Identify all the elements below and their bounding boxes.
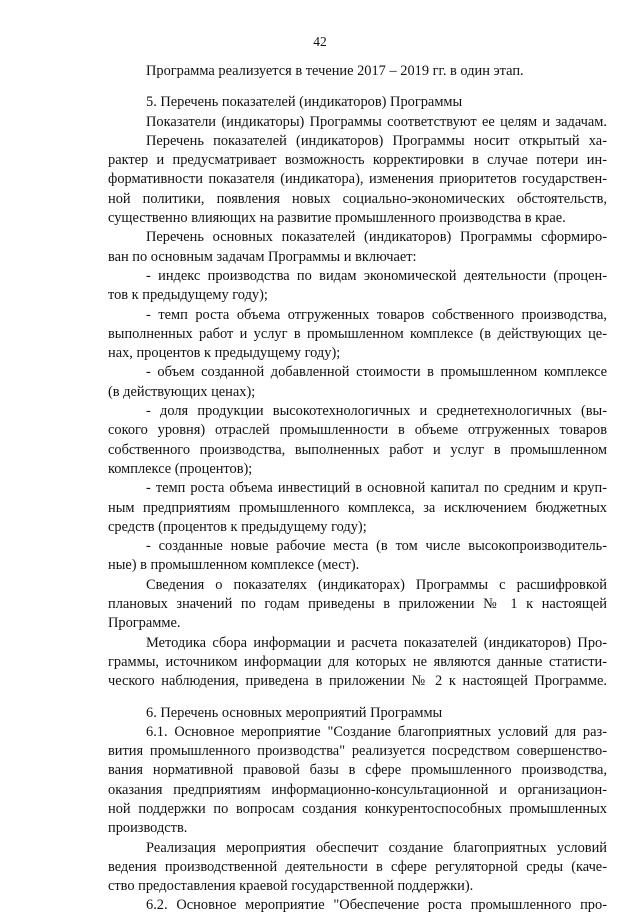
- text-line: ным предприятиям промышленного комплекса, за исключением бюджетных: [108, 499, 607, 516]
- text-line: граммы, источником информации для которых не являются данные статисти-: [108, 653, 607, 670]
- text-line: 6.1. Основное мероприятие "Создание благоприятных условий для раз-: [146, 723, 607, 740]
- text-line: - индекс производства по видам экономической деятельности (процен-: [146, 267, 607, 284]
- text-line: 6.2. Основное мероприятие "Обеспечение роста промышленного про-: [146, 897, 607, 914]
- text-line: формативности показателя (индикатора), изменения приоритетов государствен-: [108, 171, 607, 188]
- text-line: - темп роста объема инвестиций в основной капитал по средним и круп-: [146, 480, 607, 497]
- text-line: сокого уровня) отраслей промышленности в объеме отгруженных товаров: [108, 422, 607, 439]
- text-line: Показатели (индикаторы) Программы соответствуют ее целям и задачам.: [146, 113, 607, 130]
- text-line: Реализация мероприятия обеспечит создание благоприятных условий: [146, 839, 607, 856]
- text-line: Перечень основных показателей (индикаторов) Программы сформиро-: [146, 229, 607, 246]
- text-line: плановых значений по годам приведены в приложении № 1 к настоящей: [108, 596, 607, 613]
- intro-line: Программа реализуется в течение 2017 – 2019 гг. в один этап.: [146, 63, 524, 79]
- text-line: ведения производственной деятельности в сфере регуляторной среды (каче-: [108, 858, 607, 875]
- page-number: 42: [313, 34, 327, 49]
- text-line: ные) в промышленном комплексе (мест).: [108, 557, 360, 574]
- page-content: [108, 62, 607, 916]
- text-line: оказания предприятиям информационно-консультационной и организацион-: [108, 781, 607, 798]
- text-line: - темп роста объема отгруженных товаров собственного производства,: [146, 306, 607, 323]
- text-line: собственного производства, выполненных работ и услуг в промышленном: [108, 441, 607, 458]
- text-line: - объем созданной добавленной стоимости в промышленном комплексе: [146, 364, 607, 381]
- text-line: вания нормативной правовой базы в сфере промышленного производства,: [108, 762, 607, 779]
- text-line: вития промышленного производства" реализуется посредством совершенство-: [108, 743, 607, 760]
- text-line: ной политики, появления новых социально-экономических обстоятельств,: [108, 190, 607, 207]
- text-line: ство предоставления краевой государственной поддержки).: [108, 878, 474, 895]
- text-line: (в действующих ценах);: [108, 383, 256, 400]
- text-line: производств.: [108, 820, 188, 837]
- text-line: ческого наблюдения, приведена в приложении № 2 к настоящей Программе.: [108, 673, 607, 690]
- text-line: рактер и предусматривает возможность корректировки в случае потери ин-: [108, 152, 607, 169]
- text-line: выполненных работ и услуг в промышленном комплексе (в действующих це-: [108, 325, 607, 342]
- text-line: Перечень показателей (индикаторов) Программы носит открытый ха-: [146, 132, 607, 149]
- text-line: нах, процентов к предыдущему году);: [108, 345, 341, 362]
- text-line: Программе.: [108, 615, 181, 632]
- text-line: существенно влияющих на развитие промышленного производства в крае.: [108, 210, 566, 227]
- text-line: Методика сбора информации и расчета показателей (индикаторов) Про-: [146, 634, 607, 651]
- text-line: тов к предыдущему году);: [108, 287, 268, 304]
- text-line: комплексе (процентов);: [108, 460, 253, 477]
- text-line: - созданные новые рабочие места (в том числе высокопроизводитель-: [146, 538, 607, 555]
- text-line: ной поддержки по вопросам создания конкурентоспособных промышленных: [108, 800, 607, 817]
- text-line: средств (процентов к предыдущему году);: [108, 518, 367, 535]
- text-line: ван по основным задачам Программы и включает:: [108, 248, 417, 265]
- section6-heading: 6. Перечень основных мероприятий Программы: [146, 704, 443, 721]
- section5-heading: 5. Перечень показателей (индикаторов) Программы: [146, 94, 463, 111]
- text-line: Сведения о показателях (индикаторах) Программы с расшифровкой: [146, 576, 607, 593]
- text-line: - доля продукции высокотехнологичных и среднетехнологичных (вы-: [146, 403, 607, 420]
